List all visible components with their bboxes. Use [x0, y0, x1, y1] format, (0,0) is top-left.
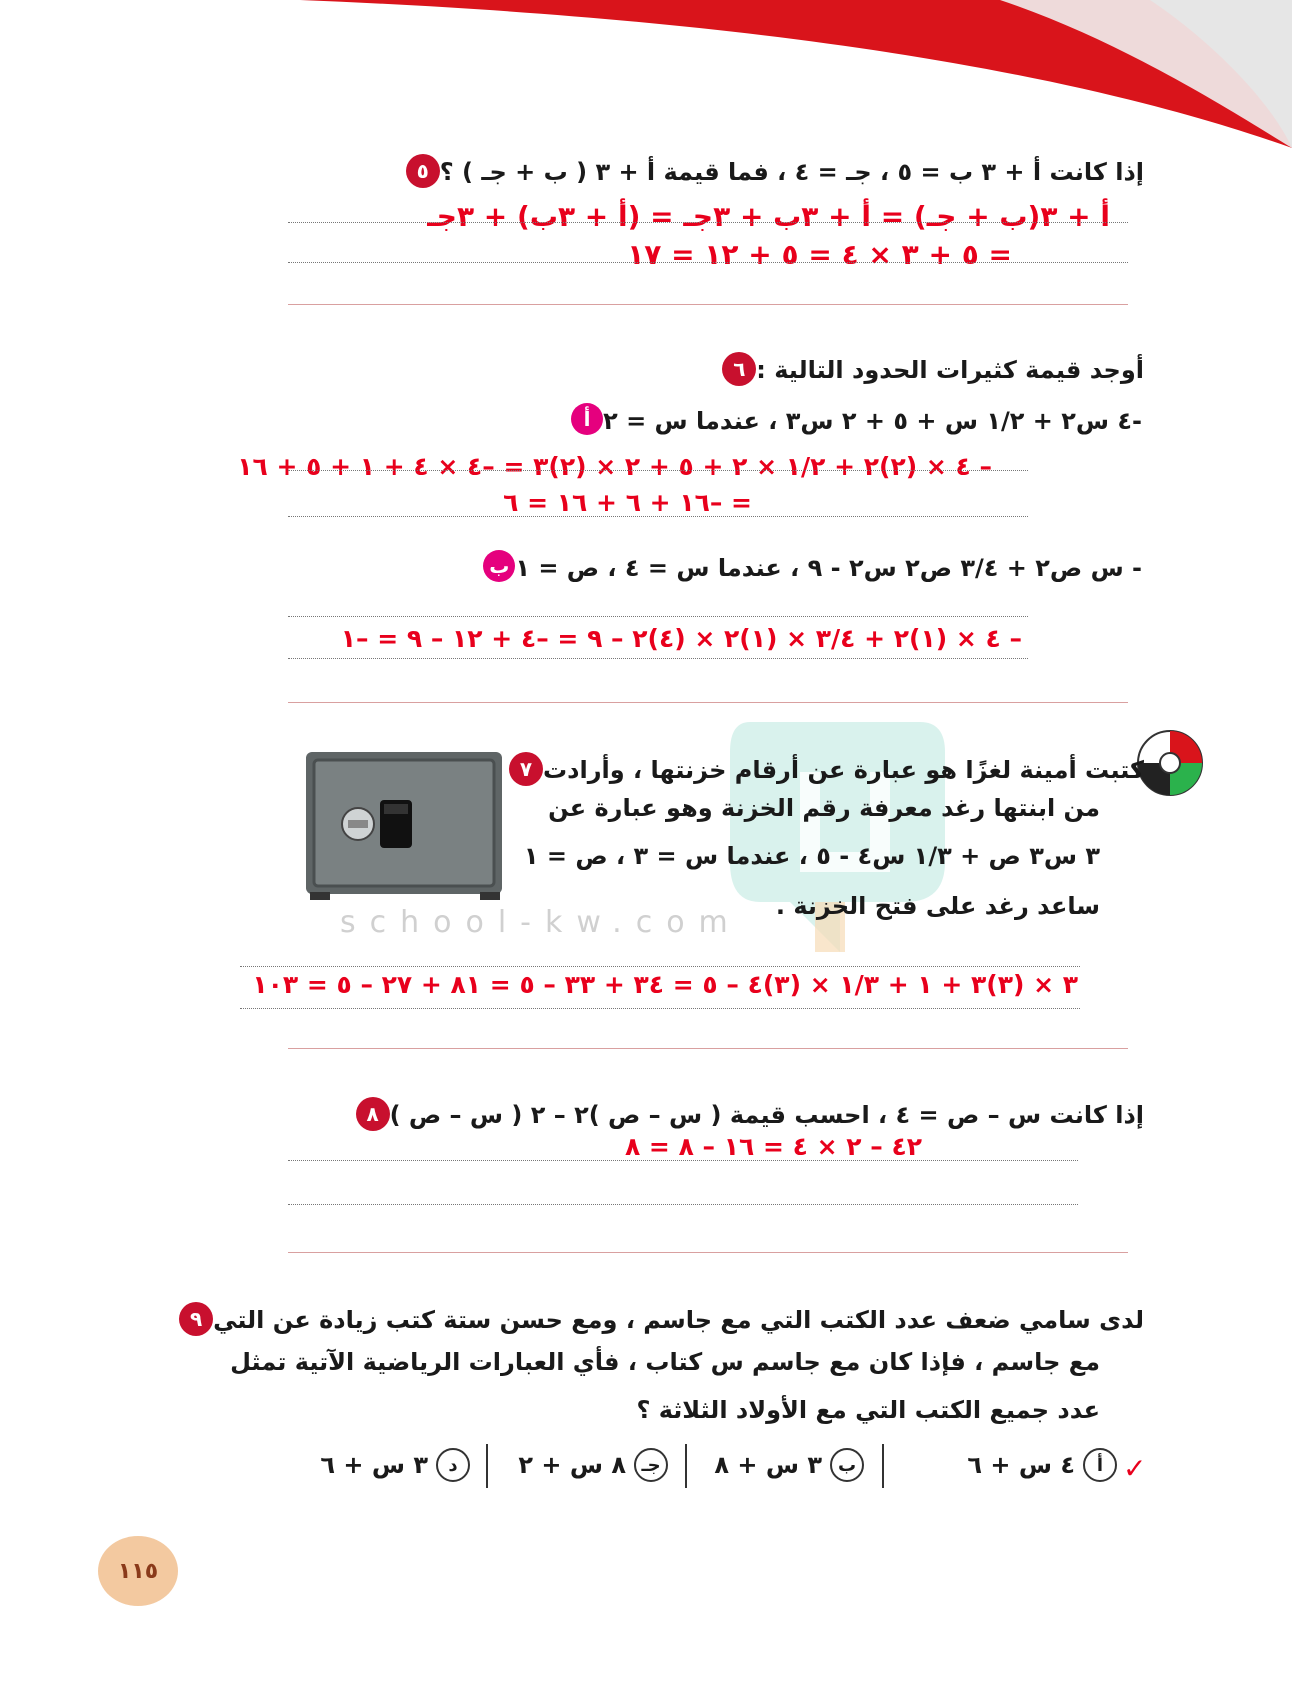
watermark-url: school-kw.com [340, 905, 742, 940]
question-number: ٦ [722, 352, 756, 386]
choice-b[interactable] [714, 1448, 864, 1482]
answer-line: أ + ٣(ب + جـ) = أ + ٣ب + ٣جـ = (أ + ٣ب) + ٣جـ [427, 200, 1110, 233]
expression: -٤ س٢ + ١/٢ س + ٥ + ٢ س٣ ، عندما س = ٢ [603, 407, 1142, 435]
question-text: إذا كانت س – ص = ٤ ، احسب قيمة ( س – ص )٢ – ٢ ( س – ص ) [389, 1101, 1144, 1129]
question-9 [169, 1302, 1144, 1338]
choice-letter: أ [1083, 1448, 1117, 1482]
separator [288, 1252, 1128, 1253]
answer-line: ٣ × (٣)٣ + ١ + ١/٣ × (٣)٤ – ٥ = ٣٤ + ٣٣ – ٥ = ٨١ + ٢٧ – ٥ = ١٠٣ [252, 970, 1078, 999]
writing-line [288, 616, 1028, 617]
choice-letter: ب [830, 1448, 864, 1482]
writing-line [288, 262, 1128, 263]
separator [288, 1048, 1128, 1049]
writing-line [288, 222, 1128, 223]
divider [685, 1444, 687, 1488]
answer-line: ٤٢ – ٢ × ٤ = ١٦ – ٨ = ٨ [624, 1132, 922, 1161]
safe-image [300, 746, 510, 906]
question-text: إذا كانت أ + ٣ ب = ٥ ، جـ = ٤ ، فما قيمة أ + ٣ ( ب + جـ ) ؟ [439, 158, 1144, 186]
writing-line [288, 516, 1028, 517]
divider [486, 1444, 488, 1488]
question-text: من ابنتها رغد معرفة رقم الخزنة وهو عبارة عن [548, 794, 1100, 822]
choice-a[interactable] [967, 1448, 1117, 1482]
expression: ٣ س٣ ص + ١/٣ س٤ - ٥ ، عندما س = ٣ ، ص = ١ [523, 842, 1100, 870]
question-7 [499, 752, 1144, 788]
choice-text: ٣ س + ٨ [714, 1451, 822, 1479]
puzzle-activity-icon [1135, 728, 1205, 798]
question-8 [346, 1097, 1144, 1133]
divider [882, 1444, 884, 1488]
correct-check-icon: ✓ [1123, 1452, 1147, 1485]
choice-letter: جـ [634, 1448, 668, 1482]
watermark-logo [720, 712, 950, 962]
question-number: ٧ [509, 752, 543, 786]
writing-line [288, 658, 1028, 659]
expression: - س ص٢ + ٣/٤ ص٢ س٢ - ٩ ، عندما س = ٤ ، ص = ١ [515, 554, 1142, 582]
question-text: لدى سامي ضعف عدد الكتب التي مع جاسم ، ومع حسن ستة كتب زيادة عن التي [213, 1306, 1144, 1334]
choice-d[interactable] [320, 1448, 470, 1482]
question-5 [396, 154, 1144, 190]
writing-line [240, 966, 1080, 967]
choice-text: ٨ س + ٢ [518, 1451, 626, 1479]
question-number: ٨ [356, 1097, 390, 1131]
answer-line: – ٤ × (١)٢ + ٣/٤ × (١)٢ × (٤)٢ – ٩ = –٤ + ١٢ – ٩ = –١ [340, 624, 1022, 653]
writing-line [288, 1204, 1078, 1205]
writing-line [288, 1160, 1078, 1161]
answer-line: = ٥ + ٣ × ٤ = ٥ + ١٢ = ١٧ [627, 238, 1012, 271]
page-number: ١١٥ [98, 1536, 178, 1606]
question-text: كتبت أمينة لغزًا هو عبارة عن أرقام خزنتها ، وأرادت [543, 756, 1144, 784]
writing-line [288, 470, 1028, 471]
question-text: عدد جميع الكتب التي مع الأولاد الثلاثة ؟ [636, 1396, 1100, 1424]
choice-c[interactable] [518, 1448, 668, 1482]
separator [288, 702, 1128, 703]
sub-number: ب [483, 550, 515, 582]
sub-question-b [473, 550, 1142, 586]
choice-text: ٣ س + ٦ [320, 1451, 428, 1479]
question-6 [712, 352, 1144, 388]
separator [288, 304, 1128, 305]
question-text: مع جاسم ، فإذا كان مع جاسم س كتاب ، فأي العبارات الرياضية الآتية تمثل [230, 1348, 1100, 1376]
choice-text: ٤ س + ٦ [967, 1451, 1075, 1479]
sub-number: أ [571, 403, 603, 435]
sub-question-a [561, 403, 1142, 439]
writing-line [240, 1008, 1080, 1009]
question-number: ٩ [179, 1302, 213, 1336]
choice-letter: د [436, 1448, 470, 1482]
question-number: ٥ [406, 154, 440, 188]
top-corner-decoration [0, 0, 1292, 150]
question-text: ساعد رغد على فتح الخزنة . [775, 892, 1100, 920]
question-text: أوجد قيمة كثيرات الحدود التالية : [756, 356, 1144, 384]
answer-line: = –١٦ + ٦ + ١٦ = ٦ [503, 488, 752, 517]
answer-line: – ٤ × (٢)٢ + ١/٢ × ٢ + ٥ + ٢ × (٢)٣ = –٤ × ٤ + ١ + ٥ + ١٦ [237, 452, 992, 481]
